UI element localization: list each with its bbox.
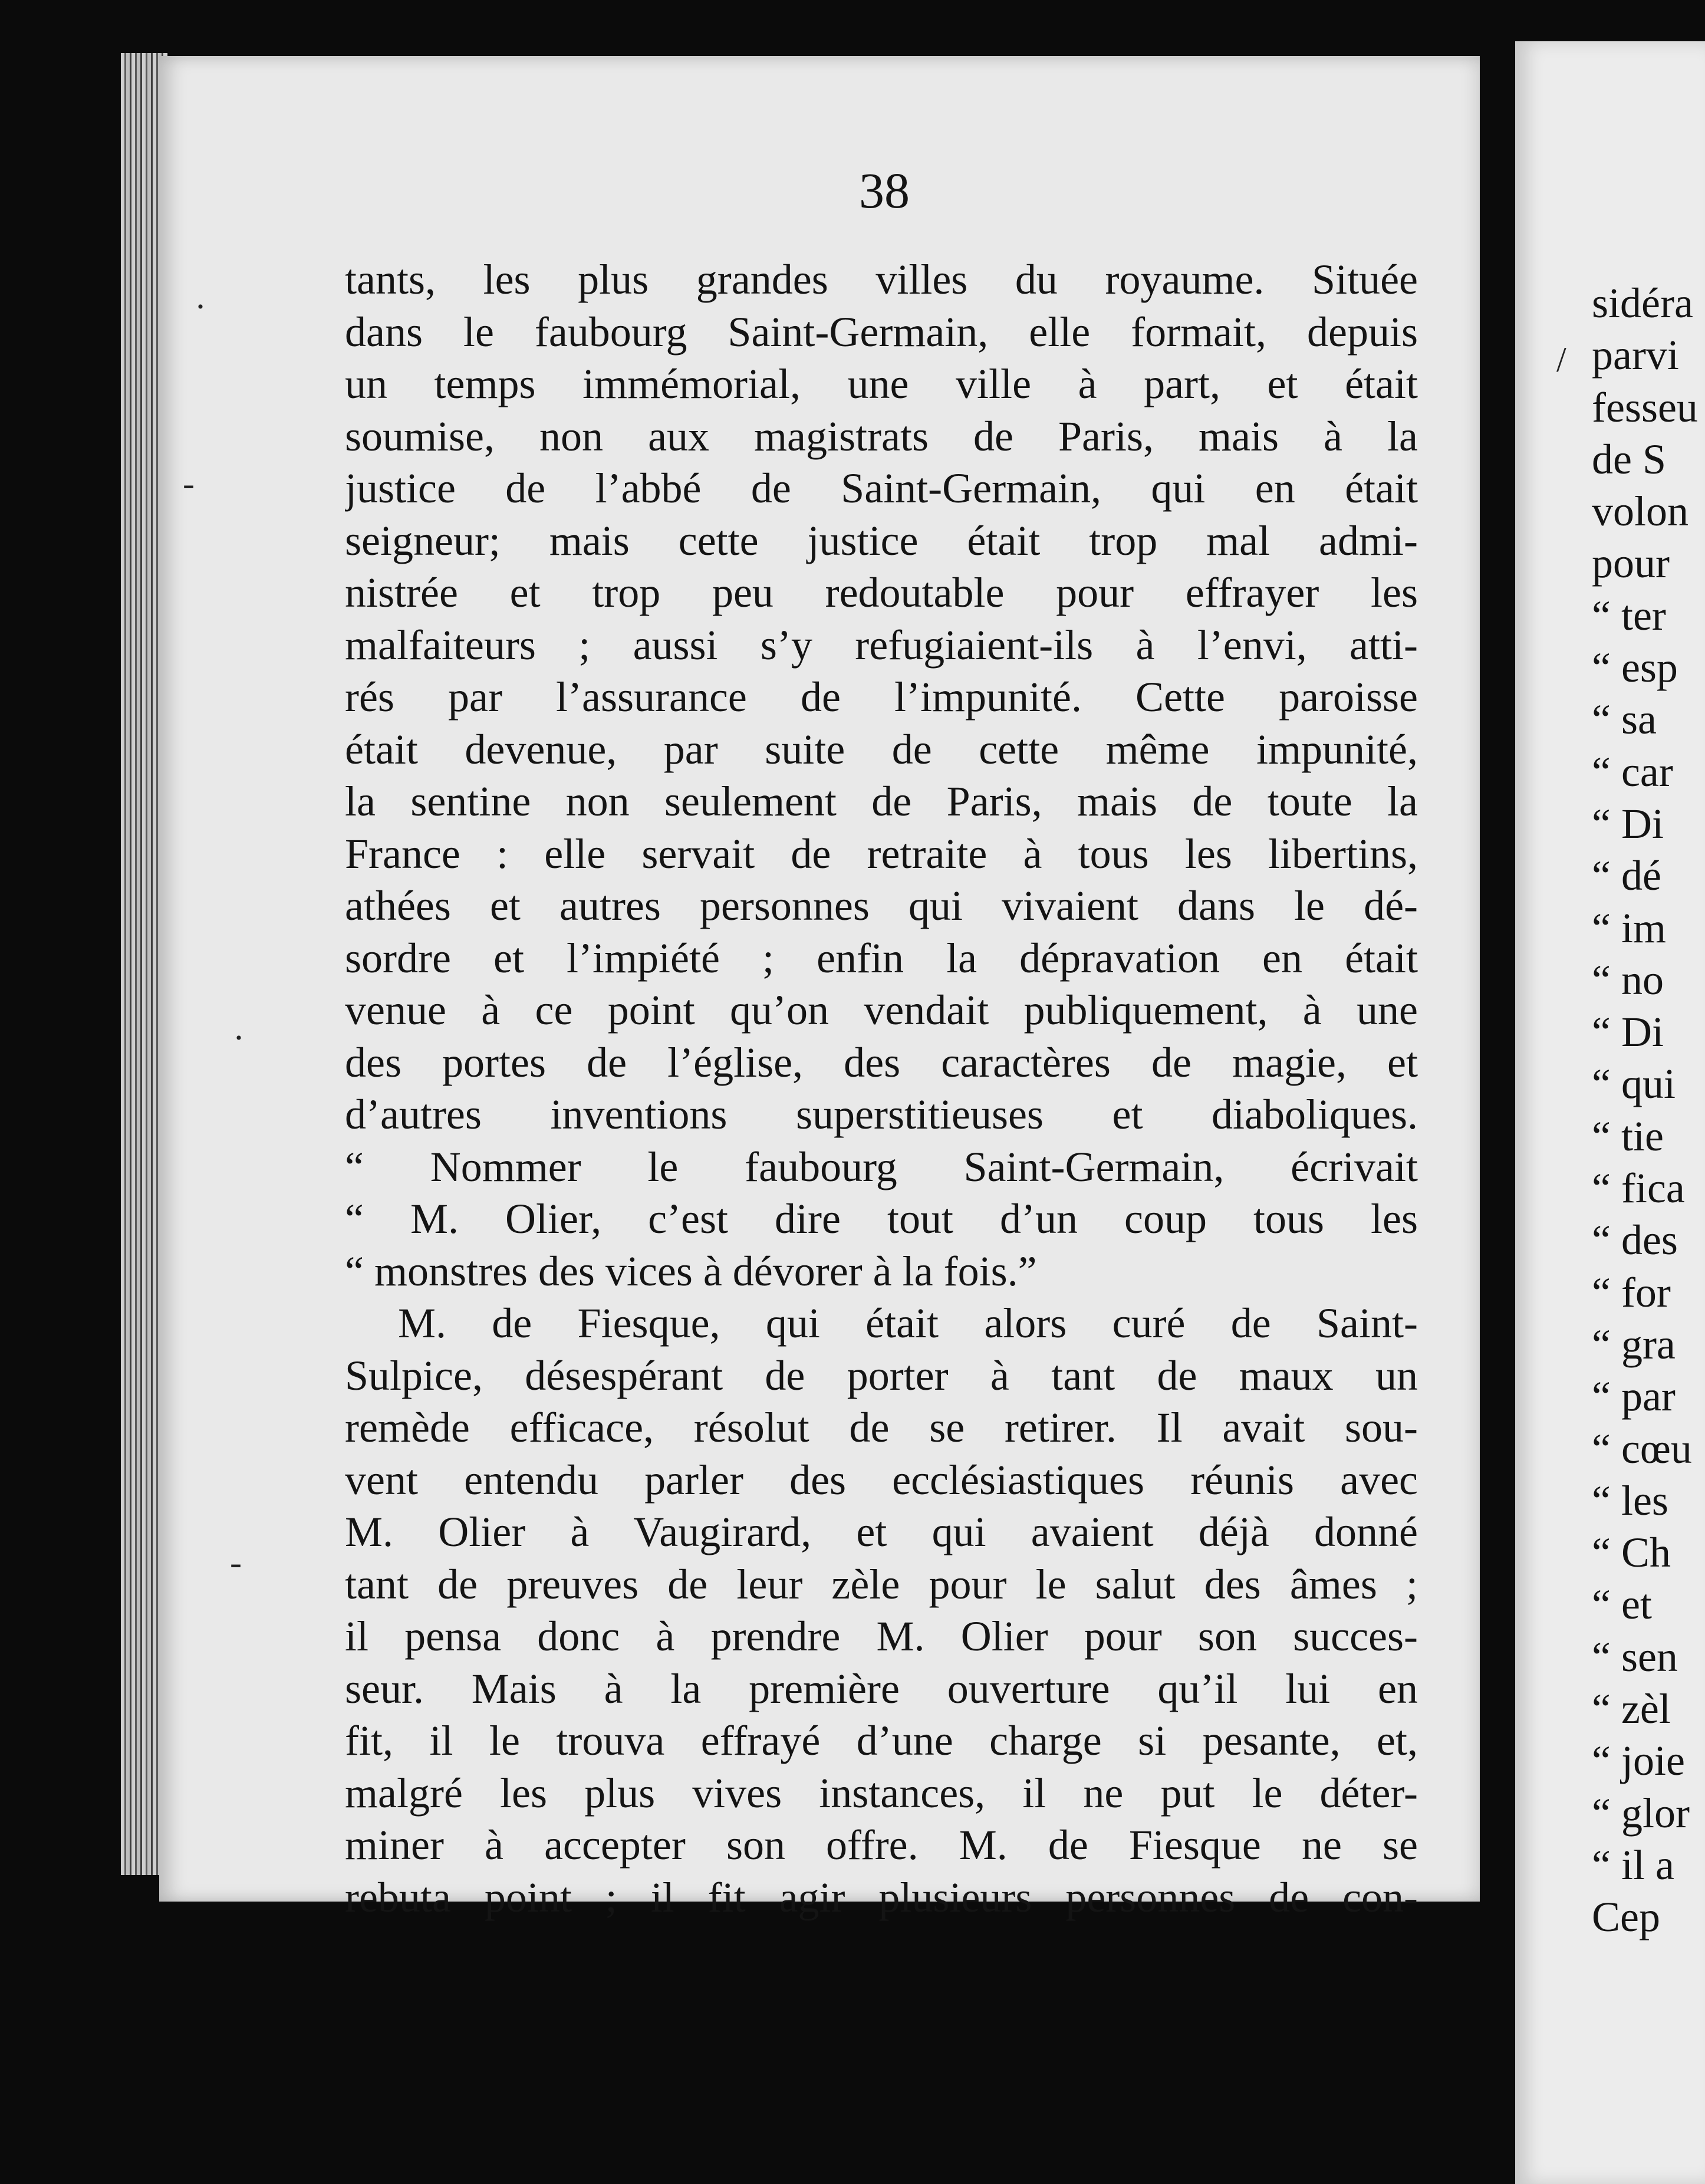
text-line: fit, il le trouva effrayé d’une charge si pesante, et, (345, 1717, 1418, 1764)
text-line: nistrée et trop peu redoutable pour effrayer les (345, 569, 1418, 616)
right-page-text (1592, 277, 1705, 1943)
quote-line: “ no (1592, 956, 1664, 1004)
text-line: était devenue, par suite de cette même impunité, (345, 725, 1418, 773)
text-line: la sentine non seulement de Paris, mais de toute la (345, 778, 1418, 825)
text-line: France : elle servait de retraite à tous les libertins, (345, 830, 1418, 877)
text-line: justice de l’abbé de Saint-Germain, qui en était (345, 465, 1418, 512)
text-line: pour (1592, 540, 1670, 587)
text-line: remède efficace, résolut de se retirer. Il avait sou- (345, 1404, 1418, 1451)
book-gutter (1480, 41, 1515, 1928)
text-line: athées et autres personnes qui vivaient dans le dé- (345, 882, 1418, 929)
margin-speck: · (195, 287, 206, 326)
quote-line: “ monstres des vices à dévorer à la fois.” (345, 1247, 1037, 1295)
text-line: tant de preuves de leur zèle pour le salut des âmes ; (345, 1560, 1418, 1608)
quote-line: “ Di (1592, 800, 1664, 847)
left-page-text (345, 254, 1418, 1923)
quote-line: “ qui (1592, 1060, 1676, 1108)
text-line: rés par l’assurance de l’impunité. Cette paroisse (345, 673, 1418, 721)
quote-line: “ Ch (1592, 1529, 1671, 1577)
quote-line: “ im (1592, 904, 1666, 952)
quote-line: “ gra (1592, 1320, 1676, 1368)
text-line: d’autres inventions superstitieuses et diaboliques. (345, 1091, 1418, 1138)
quote-line: “ les (1592, 1476, 1668, 1524)
text-line: dans le faubourg Saint-Germain, elle formait, depuis (345, 308, 1418, 356)
text-line: des portes de l’église, des caractères de magie, et (345, 1038, 1418, 1086)
text-line: Sulpice, désespérant de porter à tant de maux un (345, 1351, 1418, 1399)
text-line: tants, les plus grandes villes du royaume. Située (345, 256, 1418, 303)
text-line: seur. Mais à la première ouverture qu’il lui en (345, 1665, 1418, 1712)
quote-line: “ et (1592, 1581, 1652, 1629)
text-line: miner à accepter son offre. M. de Fiesque ne se (345, 1821, 1418, 1869)
text-line: parvi (1592, 331, 1679, 379)
quote-line: “ des (1592, 1216, 1678, 1264)
text-line: un temps immémorial, une ville à part, et était (345, 360, 1418, 407)
quote-line: “ dé (1592, 852, 1661, 900)
quote-line: “ tie (1592, 1112, 1664, 1160)
quote-line: “ glor (1592, 1789, 1690, 1837)
quote-line: “ sa (1592, 696, 1657, 744)
margin-speck: · (233, 1018, 245, 1057)
quote-line: “ sen (1592, 1633, 1678, 1680)
text-line: malfaiteurs ; aussi s’y refugiaient-ils à l’envi, atti- (345, 621, 1418, 669)
text-line: M. Olier à Vaugirard, et qui avaient déjà donné (345, 1508, 1418, 1555)
quote-line: “ ter (1592, 591, 1666, 639)
quote-line: “ Nommer le faubourg Saint-Germain, écrivait (345, 1143, 1418, 1190)
text-line: soumise, non aux magistrats de Paris, mais à la (345, 412, 1418, 460)
text-line: sidéra (1592, 279, 1693, 327)
text-line: venue à ce point qu’on vendait publiquement, à une (345, 986, 1418, 1034)
text-line: Cep (1592, 1893, 1660, 1941)
quote-line: “ fica (1592, 1165, 1685, 1212)
text-line: vent entendu parler des ecclésiastiques réunis avec (345, 1456, 1418, 1504)
margin-speck: / (1556, 340, 1566, 379)
quote-line: “ esp (1592, 644, 1678, 692)
paragraph-start-line: M. de Fiesque, qui était alors curé de Saint- (398, 1300, 1418, 1347)
page-number: 38 (859, 162, 910, 219)
text-line: sordre et l’impiété ; enfin la dépravation en était (345, 934, 1418, 982)
quote-line: “ for (1592, 1268, 1671, 1316)
margin-speck: - (230, 1543, 242, 1582)
quote-line: “ M. Olier, c’est dire tout d’un coup tous les (345, 1195, 1418, 1242)
text-line: malgré les plus vives instances, il ne put le déter- (345, 1769, 1418, 1817)
quote-line: “ zèl (1592, 1685, 1671, 1733)
text-line: de S (1592, 435, 1666, 483)
quote-line: “ cœu (1592, 1425, 1692, 1472)
text-line: volon (1592, 488, 1689, 535)
text-line: il pensa donc à prendre M. Olier pour son succes- (345, 1613, 1418, 1660)
quote-line: “ car (1592, 748, 1673, 795)
quote-line: “ par (1592, 1373, 1676, 1420)
quote-line: “ Di (1592, 1008, 1664, 1056)
margin-speck: - (183, 464, 195, 503)
text-line: rebuta point ; il fit agir plusieurs personnes de con- (345, 1873, 1418, 1921)
text-line: seigneur; mais cette justice était trop mal admi- (345, 517, 1418, 564)
quote-line: “ joie (1592, 1737, 1685, 1785)
quote-line: “ il a (1592, 1841, 1674, 1889)
text-line: fesseu (1592, 383, 1698, 431)
